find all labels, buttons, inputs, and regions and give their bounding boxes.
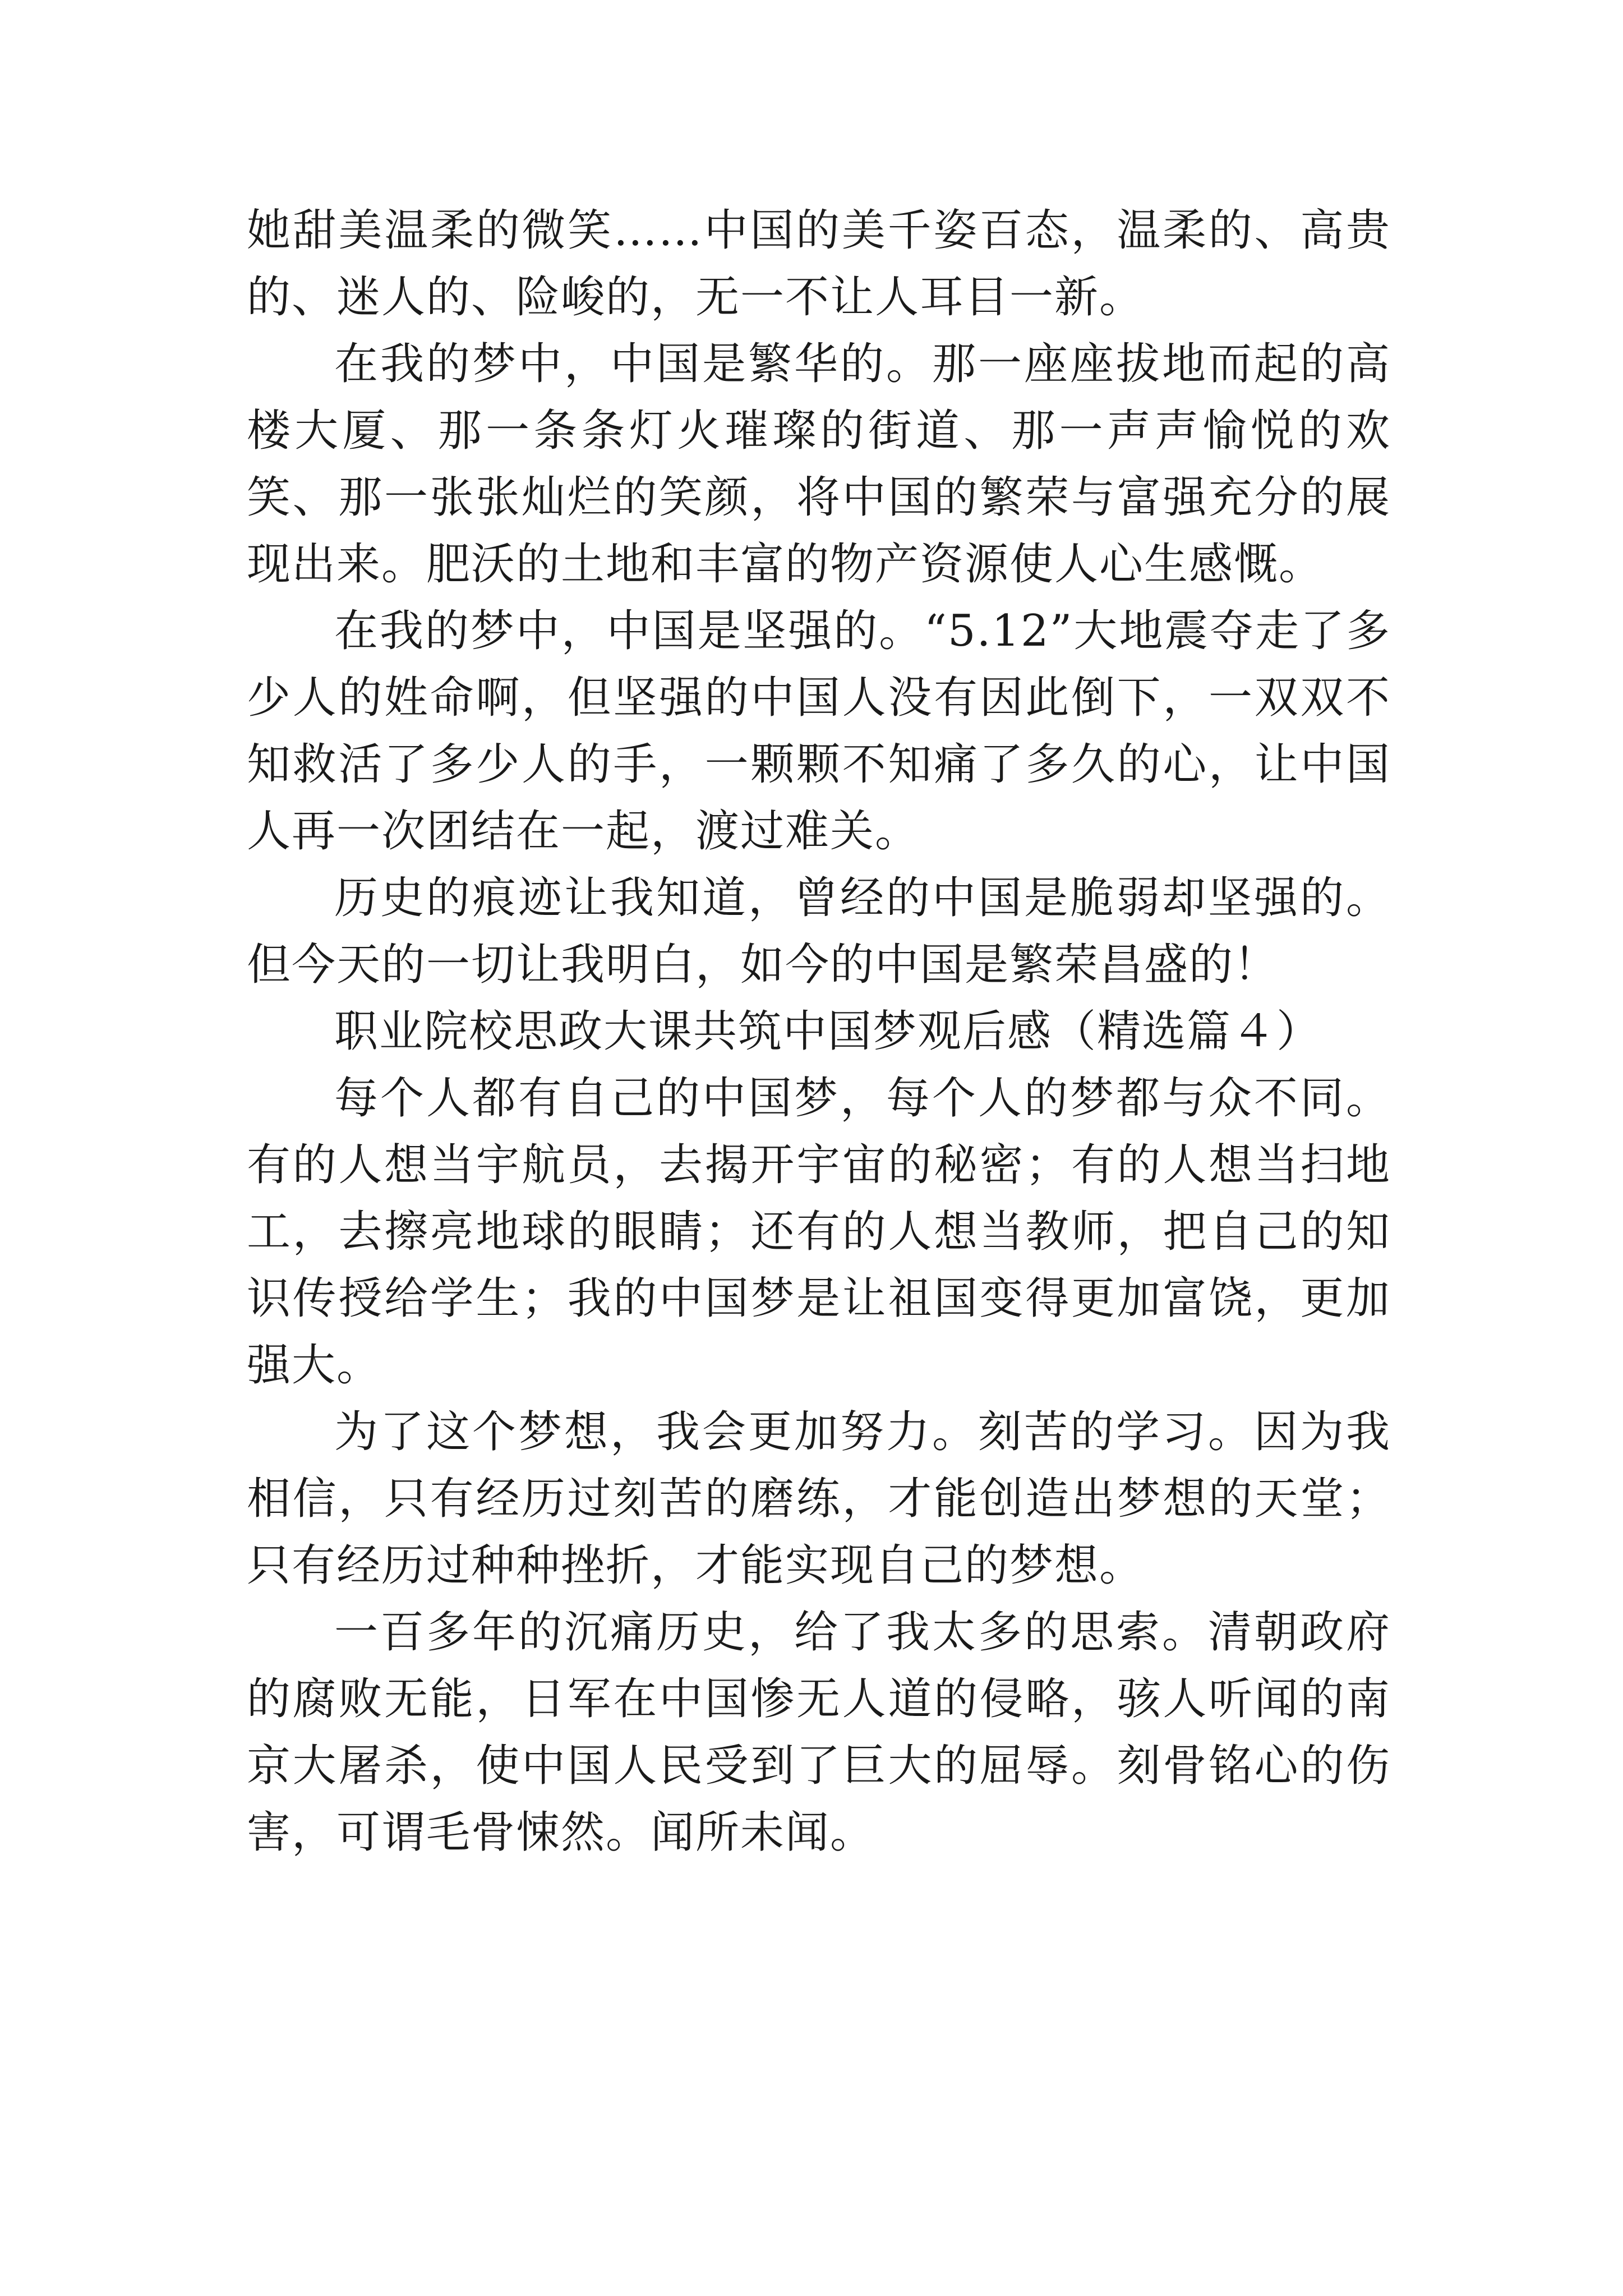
paragraph-dreams: 每个人都有自己的中国梦，每个人的梦都与众不同。有的人想当宇航员，去揭开宇宙的秘密；有的人想当扫地工，去擦亮地球的眼睛；还有的人想当教师，把自己的知识传授给学生；我的中国梦是让祖国变得更加富饶，更加强大。 bbox=[247, 1073, 1391, 1391]
body-text bbox=[247, 197, 1391, 1866]
paragraph-effort: 为了这个梦想，我会更加努力。刻苦的学习。因为我相信，只有经历过刻苦的磨练，才能创造出梦想的天堂；只有经历过种种挫折，才能实现自己的梦想。 bbox=[247, 1407, 1391, 1591]
paragraph-history: 历史的痕迹让我知道，曾经的中国是脆弱却坚强的。但今天的一切让我明白，如今的中国是繁荣昌盛的！ bbox=[247, 873, 1391, 990]
paragraph-prosperity: 在我的梦中，中国是繁华的。那一座座拔地而起的高楼大厦、那一条条灯火璀璨的街道、那一声声愉悦的欢笑、那一张张灿烂的笑颜，将中国的繁荣与富强充分的展现出来。肥沃的土地和丰富的物产资源使人心生感慨。 bbox=[247, 339, 1391, 590]
paragraph-reflection: 一百多年的沉痛历史，给了我太多的思索。清朝政府的腐败无能，日军在中国惨无人道的侵略，骇人听闻的南京大屠杀，使中国人民受到了巨大的屈辱。刻骨铭心的伤害，可谓毛骨悚然。闻所未闻。 bbox=[247, 1607, 1391, 1858]
paragraph-continuation: 她甜美温柔的微笑……中国的美千姿百态，温柔的、高贵的、迷人的、险峻的，无一不让人耳目一新。 bbox=[247, 205, 1391, 323]
section-heading: 职业院校思政大课共筑中国梦观后感（精选篇４） bbox=[334, 1006, 1322, 1057]
paragraph-strength: 在我的梦中，中国是坚强的。“5.12”大地震夺走了多少人的姓命啊，但坚强的中国人没有因此倒下，一双双不知救活了多少人的手，一颗颗不知痛了多久的心，让中国人再一次团结在一起，渡过难关。 bbox=[247, 606, 1391, 857]
